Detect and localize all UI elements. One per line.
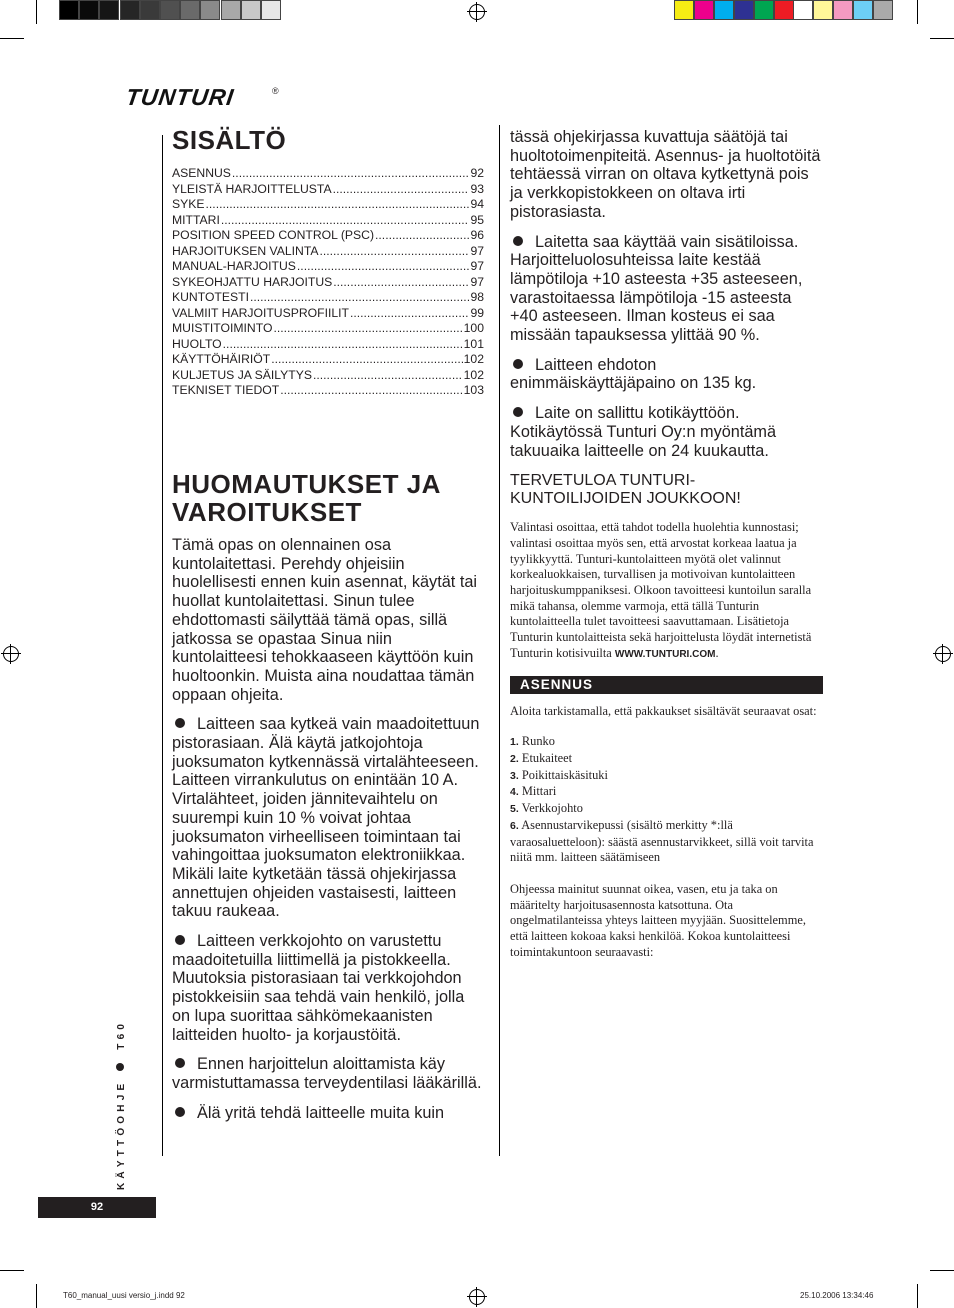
color-swatch <box>873 0 893 20</box>
bullet-text: Laitetta saa käyttää vain sisätiloissa. Harjoitteluolosuhteissa laite kestää lämpötiloja +10 asteesta +35 asteeseen, varastoitaessa lämpötiloja -15 asteesta +40 asteeseen. Ilman kosteus ei saa missään tapauksessa ylittää 90 %. <box>510 232 803 345</box>
toc-entry <box>172 166 484 182</box>
toc-entry <box>172 306 484 322</box>
bullet-item <box>172 932 484 1044</box>
crop-mark <box>36 1284 37 1308</box>
bullet-text: Älä yritä tehdä laitteelle muita kuin <box>197 1103 445 1122</box>
part-number: 6. <box>510 819 519 832</box>
gray-swatch <box>160 0 180 20</box>
toc-entry-page: 94 <box>470 197 484 211</box>
color-swatch <box>674 0 694 20</box>
side-label-manual: KÄYTTÖOHJE <box>116 1079 127 1190</box>
center-column-rule <box>499 125 500 1156</box>
continuation-paragraph: tässä ohjekirjassa kuvattuja säätöjä tai huoltotoimenpiteitä. Asennus- ja huoltotöitä tehtäessä virran on oltava kytkettynä pois ja verkkopistokkeen on oltava irti pistorasiasta. <box>510 128 821 221</box>
welcome-heading-line-2: KUNTOILIJOIDEN JOUKKOON! <box>510 490 741 508</box>
gray-swatch <box>59 0 79 20</box>
warnings-title-line-1: HUOMAUTUKSET JA <box>172 469 441 499</box>
registration-mark-bottom <box>469 1289 485 1305</box>
color-swatch <box>833 0 853 20</box>
welcome-body: Valintasi osoittaa, että tahdot todella huolehtia kunnostasi; valintasi osoittaa myös sen, että arvostat korkeaa laatua ja tyylikkyyttä. Tunturi-kuntolaitteen myötä olet valinnut korkealuokkaisen, turvallisen ja motivoivan kuntolaitteen harjoituskumppaniksesi. Olkoon tavoitteesi kuntoilun saralla mikä tahansa, olemme varmoja, että tällä Tunturin kuntolaitteella tulet tavoitteesi saavuttamaan. Lisätietoja Tunturin kuntolaitteista sekä harjoittelusta löydät internetistä Tunturin kotisivuilta <box>510 520 812 660</box>
toc-leader <box>273 321 462 337</box>
bullet-icon <box>513 359 523 369</box>
warnings-title-line-2: VAROITUKSET <box>172 497 362 527</box>
toc-entry-label: ASENNUS <box>172 166 231 180</box>
toc-entry-label: MITTARI <box>172 212 220 227</box>
toc-entry-label: MANUAL-HARJOITUS <box>172 259 296 273</box>
toc-leader <box>223 337 463 353</box>
part-text: Mittari <box>521 784 557 799</box>
gray-swatch <box>241 0 261 20</box>
crop-mark <box>930 38 954 39</box>
color-swatch <box>793 0 813 20</box>
welcome-paragraph <box>510 520 823 662</box>
part-item <box>510 734 823 751</box>
bullet-icon <box>175 1107 185 1117</box>
part-number: 2. <box>510 752 519 765</box>
toc-leader <box>375 228 469 244</box>
gray-swatch <box>221 0 241 20</box>
bullet-icon <box>513 236 523 246</box>
toc-entry-page: 101 <box>463 336 484 351</box>
bullet-item <box>510 404 823 460</box>
toc-entry-label: KULJETUS JA SÄILYTYS <box>172 367 312 382</box>
registration-mark-left <box>3 646 19 662</box>
warnings-section <box>172 470 484 1133</box>
toc-leader <box>333 182 470 198</box>
toc-entry <box>172 290 484 306</box>
toc-entry <box>172 197 484 213</box>
parts-list <box>510 734 823 866</box>
toc-entry-label: POSITION SPEED CONTROL (PSC) <box>172 228 375 242</box>
toc-leader <box>271 352 462 368</box>
part-text: Poikittaiskäsituki <box>521 767 608 782</box>
part-text: Verkkojohto <box>521 801 583 816</box>
toc-entry <box>172 321 484 337</box>
directions-paragraph: Ohjeessa mainitut suunnat oikea, vasen, etu ja taka on määritelty harjoitusasennosta katsottuna. Ota ongelmatilanteissa yhteys laitteen myyjään. Suosittelemme, että laitteen kokoaa kaksi henkilöä. Kokoa kuntolaitteesi toimintakuntoon seuraavasti: <box>510 881 806 959</box>
part-number: 1. <box>510 736 519 749</box>
toc-leader <box>232 166 470 182</box>
toc-entry-page: 98 <box>470 290 484 304</box>
toc-entry-page: 97 <box>470 259 484 273</box>
toc-title: SISÄLTÖ <box>172 125 287 155</box>
part-text: Etukaiteet <box>521 750 573 765</box>
bullet-icon <box>513 407 523 417</box>
crop-mark <box>917 1284 918 1308</box>
website-url: WWW.TUNTURI.COM <box>614 648 716 660</box>
toc-entry <box>172 275 484 291</box>
welcome-heading <box>510 472 823 508</box>
bullet-item <box>510 356 823 393</box>
color-swatch <box>813 0 833 20</box>
bullet-icon <box>175 718 185 728</box>
toc-leader <box>280 383 462 399</box>
asennus-heading: ASENNUS <box>510 676 823 694</box>
side-label <box>116 1020 127 1190</box>
gray-swatch <box>99 0 119 20</box>
gray-swatch <box>120 0 140 20</box>
registration-mark-right <box>935 646 951 662</box>
left-column <box>172 126 484 154</box>
page-number: 92 <box>38 1197 156 1218</box>
color-swatch <box>734 0 754 20</box>
toc-leader <box>333 275 469 291</box>
bullet-text: Laite on sallittu kotikäyttöön. Kotikäytössä Tunturi Oy:n myöntämä takuuaika laitteelle on 24 kuukautta. <box>510 404 777 460</box>
bullet-text: Laitteen verkkojohto on varustettu maadoitetuilla liittimellä ja pistokkeella. Muutoksia pistorasiaan tai verkkojohdon pistokkeisiin saa tehdä vain henkilö, jolla on lupa suorittaa sähkömekaanisten laitteiden huolto- ja korjaustöitä. <box>172 932 465 1044</box>
toc-entry <box>172 337 484 353</box>
crop-mark <box>0 1270 24 1271</box>
color-swatch <box>714 0 734 20</box>
footer-date: 25.10.2006 13:34:46 <box>800 1291 874 1300</box>
bullet-item <box>172 715 484 921</box>
toc-leader <box>320 244 470 260</box>
toc-entry-page: 102 <box>463 352 484 366</box>
toc-entry-label: KUNTOTESTI <box>172 290 249 304</box>
toc-entry-label: YLEISTÄ HARJOITTELUSTA <box>172 181 332 196</box>
side-label-model: T60 <box>116 1019 127 1050</box>
toc-entry-page: 97 <box>470 274 484 289</box>
part-item <box>510 818 823 866</box>
toc-entry-label: HUOLTO <box>172 336 222 351</box>
crop-mark <box>36 0 37 24</box>
toc-entry <box>172 182 484 198</box>
toc-leader <box>250 290 469 306</box>
crop-mark <box>0 38 24 39</box>
color-swatch <box>694 0 714 20</box>
toc-entry <box>172 228 484 244</box>
part-item <box>510 801 823 818</box>
toc-leader <box>313 368 463 384</box>
gray-swatch <box>180 0 200 20</box>
part-text: Asennustarvikepussi (sisältö merkitty *:llä varaosaluetteloon): säästä asennustarvikkeet, sillä voit tarvita niitä mm. laitteen säätämiseen <box>510 817 814 865</box>
welcome-heading-line-1: TERVETULOA TUNTURI- <box>510 472 696 490</box>
toc-entry-page: 93 <box>470 181 484 196</box>
toc-entry <box>172 368 484 384</box>
color-swatch <box>853 0 873 20</box>
gray-swatch <box>261 0 281 20</box>
toc-entry-label: MUISTITOIMINTO <box>172 321 273 335</box>
gray-swatch <box>140 0 160 20</box>
toc-entry-page: 102 <box>463 367 484 382</box>
table-of-contents <box>172 166 484 399</box>
toc-leader <box>221 213 470 229</box>
color-swatch <box>754 0 774 20</box>
color-swatch <box>774 0 794 20</box>
registered-mark: ® <box>272 86 279 96</box>
right-column <box>510 128 823 960</box>
toc-entry <box>172 244 484 260</box>
welcome-end: . <box>715 645 719 660</box>
crop-mark <box>930 1270 954 1271</box>
part-number: 3. <box>510 769 519 782</box>
toc-leader <box>297 259 470 275</box>
gray-swatch <box>79 0 99 20</box>
asennus-intro: Aloita tarkistamalla, että pakkaukset sisältävät seuraavat osat: <box>510 703 817 718</box>
gray-swatch <box>200 0 220 20</box>
part-item <box>510 784 823 801</box>
toc-entry-label: TEKNISET TIEDOT <box>172 383 280 397</box>
part-item <box>510 768 823 785</box>
crop-mark <box>917 0 918 24</box>
bullet-text: Laitteen ehdoton enimmäiskäyttäjäpaino on 135 kg. <box>510 355 757 393</box>
toc-entry-label: SYKE <box>172 197 205 211</box>
toc-entry-page: 92 <box>470 166 484 180</box>
toc-entry-label: KÄYTTÖHÄIRIÖT <box>172 352 271 366</box>
brand-logo: TUNTURI <box>124 84 236 110</box>
bullet-icon <box>175 935 185 945</box>
toc-entry <box>172 259 484 275</box>
intro-paragraph: Tämä opas on olennainen osa kuntolaitettasi. Perehdy ohjeisiin huolellisesti ennen kuin asennat, käytät tai huollat kuntolaitettasi. Sinun tulee ehdottomasti säilyttää tämä opas, sillä jatkossa se opastaa Sinua niin kuntolaitteesi tehokkaaseen käyttöön kuin huoltoonkin. Muista aina noudattaa tämän oppaan ohjeita. <box>172 536 478 704</box>
side-label-bullet <box>116 1063 124 1071</box>
part-number: 4. <box>510 786 519 799</box>
toc-entry-page: 96 <box>470 228 484 242</box>
footer-file: T60_manual_uusi versio_j.indd 92 <box>63 1291 185 1300</box>
registration-mark-top <box>469 4 485 20</box>
bullet-text: Ennen harjoittelun aloittamista käy varmistuttamassa terveydentilasi lääkärillä. <box>172 1055 482 1092</box>
toc-entry <box>172 213 484 229</box>
toc-entry-label: VALMIIT HARJOITUSPROFIILIT <box>172 305 349 320</box>
toc-entry-page: 103 <box>463 383 484 397</box>
toc-entry <box>172 383 484 399</box>
toc-entry-page: 99 <box>470 305 484 320</box>
part-text: Runko <box>521 734 555 749</box>
bullet-item <box>172 1055 484 1092</box>
bullet-text: Laitteen saa kytkeä vain maadoitettuun pistorasiaan. Älä käytä jatkojohtoja juoksumaton kytkennässä virtalähteeseen. Laitteen virrankulutus on enintään 10 A. Virtalähteet, joiden jännitevaihtelu on suurempi kuin 10 % voivat johtaa juoksumaton virheelliseen toimintaan tai vahingoittaa juoksumaton elektroniikkaa. Mikäli laite kytketään tässä ohjekirjassa annettujen ohjeiden vastaisesti, laitteen takuu raukeaa. <box>172 715 480 921</box>
toc-leader <box>206 197 470 213</box>
toc-entry-page: 97 <box>470 243 484 258</box>
toc-entry <box>172 352 484 368</box>
bullet-item <box>510 233 823 345</box>
toc-entry-page: 100 <box>463 321 484 335</box>
part-item <box>510 751 823 768</box>
bullet-item <box>172 1104 484 1123</box>
toc-leader <box>350 306 469 322</box>
toc-entry-label: HARJOITUKSEN VALINTA <box>172 243 319 258</box>
left-column-rule <box>162 135 163 1156</box>
toc-entry-page: 95 <box>470 212 484 227</box>
bullet-icon <box>175 1058 185 1068</box>
toc-entry-label: SYKEOHJATTU HARJOITUS <box>172 274 333 289</box>
part-number: 5. <box>510 803 519 816</box>
